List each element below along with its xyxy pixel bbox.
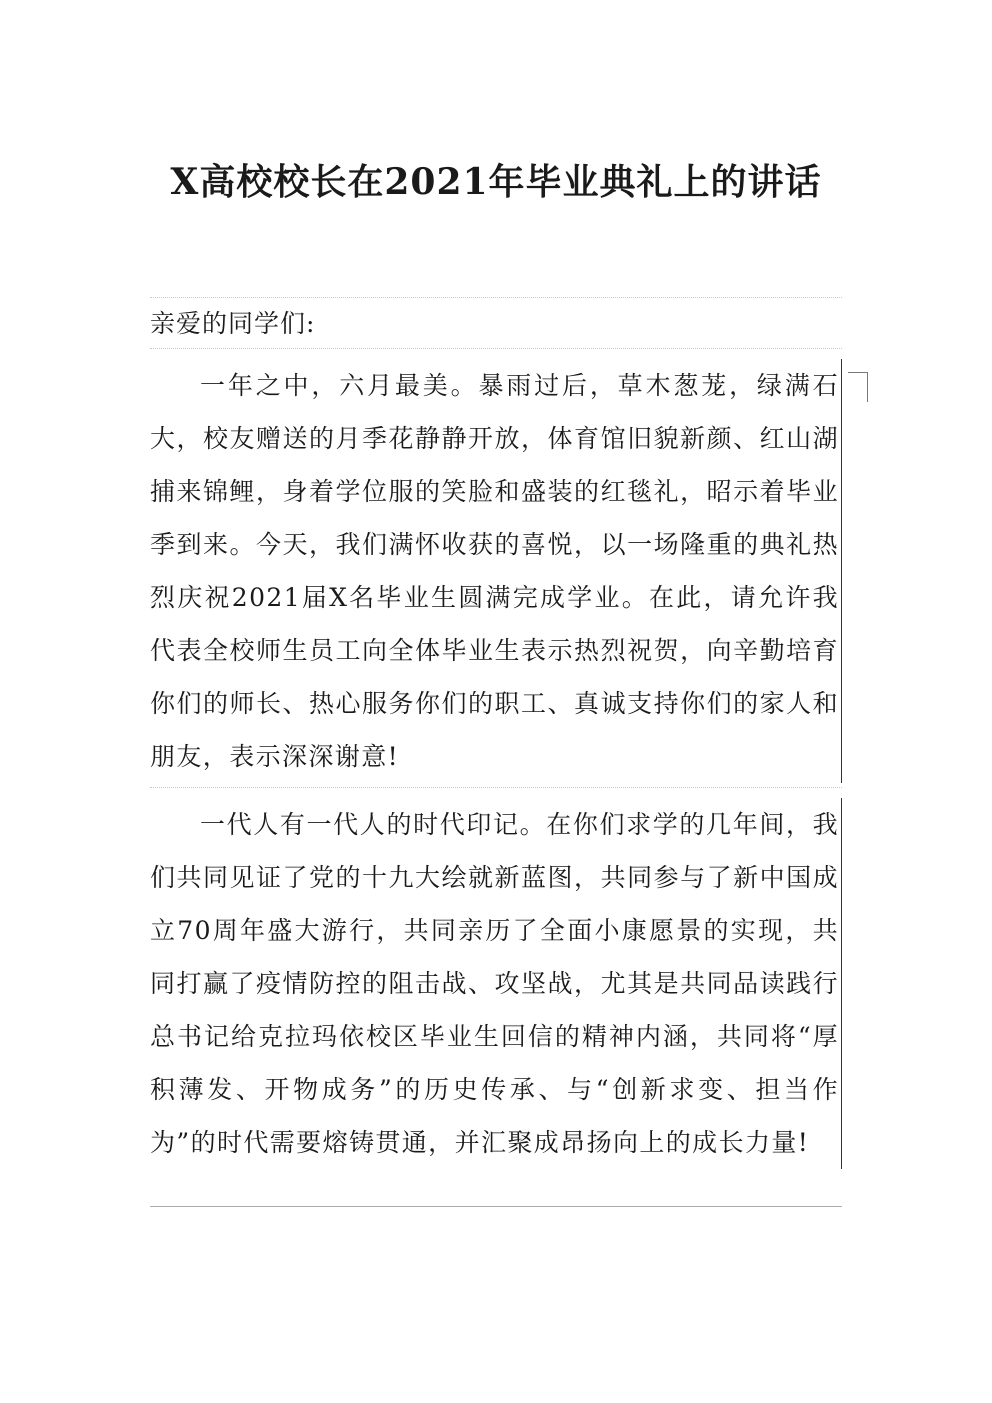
margin-corner-mark xyxy=(848,372,868,402)
document-body xyxy=(150,297,842,1169)
paragraph-2: 一代人有一代人的时代印记。在你们求学的几年间，我们共同见证了党的十九大绘就新蓝图，共同参与了新中国成立70周年盛大游行，共同亲历了全面小康愿景的实现，共同打赢了疫情防控的阻击战、攻坚战，尤其是共同品读践行总书记给克拉玛依校区毕业生回信的精神内涵，共同将“厚积薄发、开物成务”的历史传承、与“创新求变、担当作为”的时代需要熔铸贯通，并汇聚成昂扬向上的成长力量! xyxy=(150,798,842,1169)
salutation: 亲爱的同学们: xyxy=(150,309,316,338)
paragraph-separator xyxy=(150,787,842,788)
paragraph-1: 一年之中，六月最美。暴雨过后，草木葱茏，绿满石大，校友赠送的月季花静静开放，体育馆旧貌新颜、红山湖捕来锦鲤，身着学位服的笑脸和盛装的红毯礼，昭示着毕业季到来。今天，我们满怀收获的喜悦，以一场隆重的典礼热烈庆祝2021届X名毕业生圆满完成学业。在此，请允许我代表全校师生员工向全体毕业生表示热烈祝贺，向辛勤培育你们的师长、热心服务你们的职工、真诚支持你们的家人和朋友，表示深深谢意! xyxy=(150,359,842,783)
salutation-block xyxy=(150,297,842,349)
document-title: X高校校长在2021年毕业典礼上的讲话 xyxy=(170,161,822,203)
section-end-rule xyxy=(150,1206,842,1207)
